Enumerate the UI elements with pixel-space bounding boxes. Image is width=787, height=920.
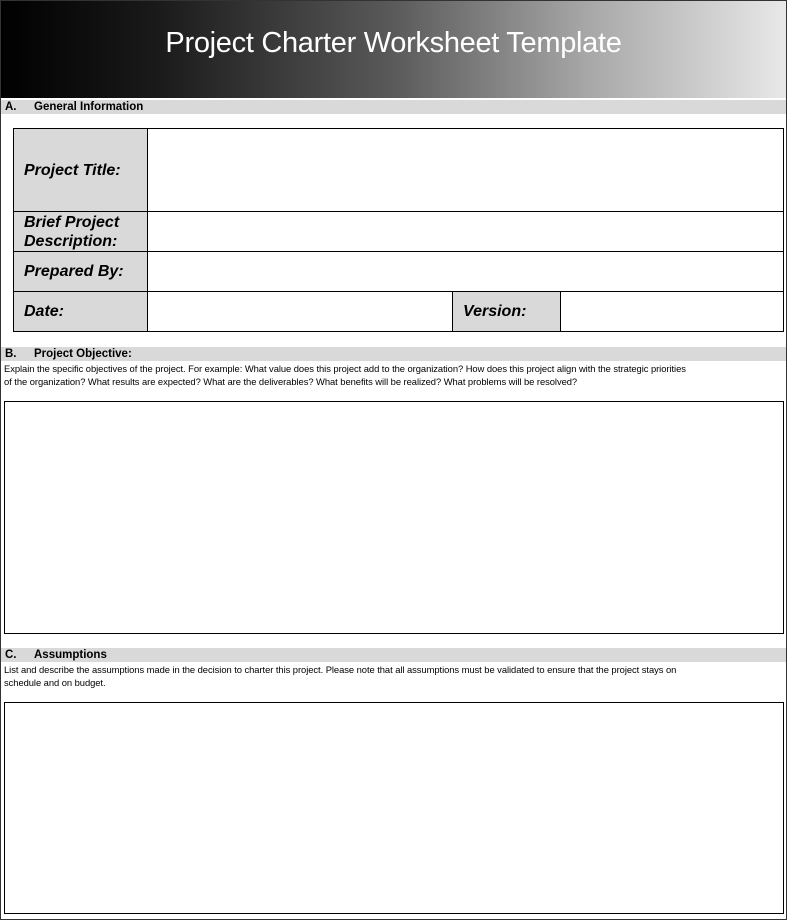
section-title: General Information xyxy=(34,101,144,113)
assumptions-instructions xyxy=(4,663,784,689)
section-letter: C. xyxy=(5,649,17,661)
project-title-label: Project Title: xyxy=(13,128,148,212)
section-letter: B. xyxy=(5,348,17,360)
instruction-line: schedule and on budget. xyxy=(4,677,106,688)
description-label: Brief Project Description: xyxy=(13,211,148,252)
section-letter: A. xyxy=(5,101,17,113)
version-label: Version: xyxy=(452,291,561,332)
version-field[interactable] xyxy=(560,291,784,332)
section-b-header xyxy=(1,347,786,361)
section-a-header xyxy=(1,100,786,114)
objective-instructions xyxy=(4,362,784,388)
section-c-header xyxy=(1,648,786,662)
prepared-by-field[interactable] xyxy=(147,251,784,292)
page-header xyxy=(1,1,786,98)
section-title: Project Objective: xyxy=(34,348,132,360)
assumptions-input-box[interactable] xyxy=(4,702,784,914)
section-title: Assumptions xyxy=(34,649,107,661)
objective-input-box[interactable] xyxy=(4,401,784,634)
page-title: Project Charter Worksheet Template xyxy=(165,27,622,59)
date-label: Date: xyxy=(13,291,148,332)
instruction-line: Explain the specific objectives of the project. For example: What value does this project add to the organization? How does this project align with the strategic priorities xyxy=(4,363,686,374)
project-title-field[interactable] xyxy=(147,128,784,212)
instruction-line: of the organization? What results are expected? What are the deliverables? What benefits will be realized? What problems will be resolved? xyxy=(4,376,578,387)
description-field[interactable] xyxy=(147,211,784,252)
instruction-line: List and describe the assumptions made in the decision to charter this project. Please note that all assumptions must be validated to ensure that the project stays on xyxy=(4,664,677,675)
date-field[interactable] xyxy=(147,291,453,332)
prepared-by-label: Prepared By: xyxy=(13,251,148,292)
